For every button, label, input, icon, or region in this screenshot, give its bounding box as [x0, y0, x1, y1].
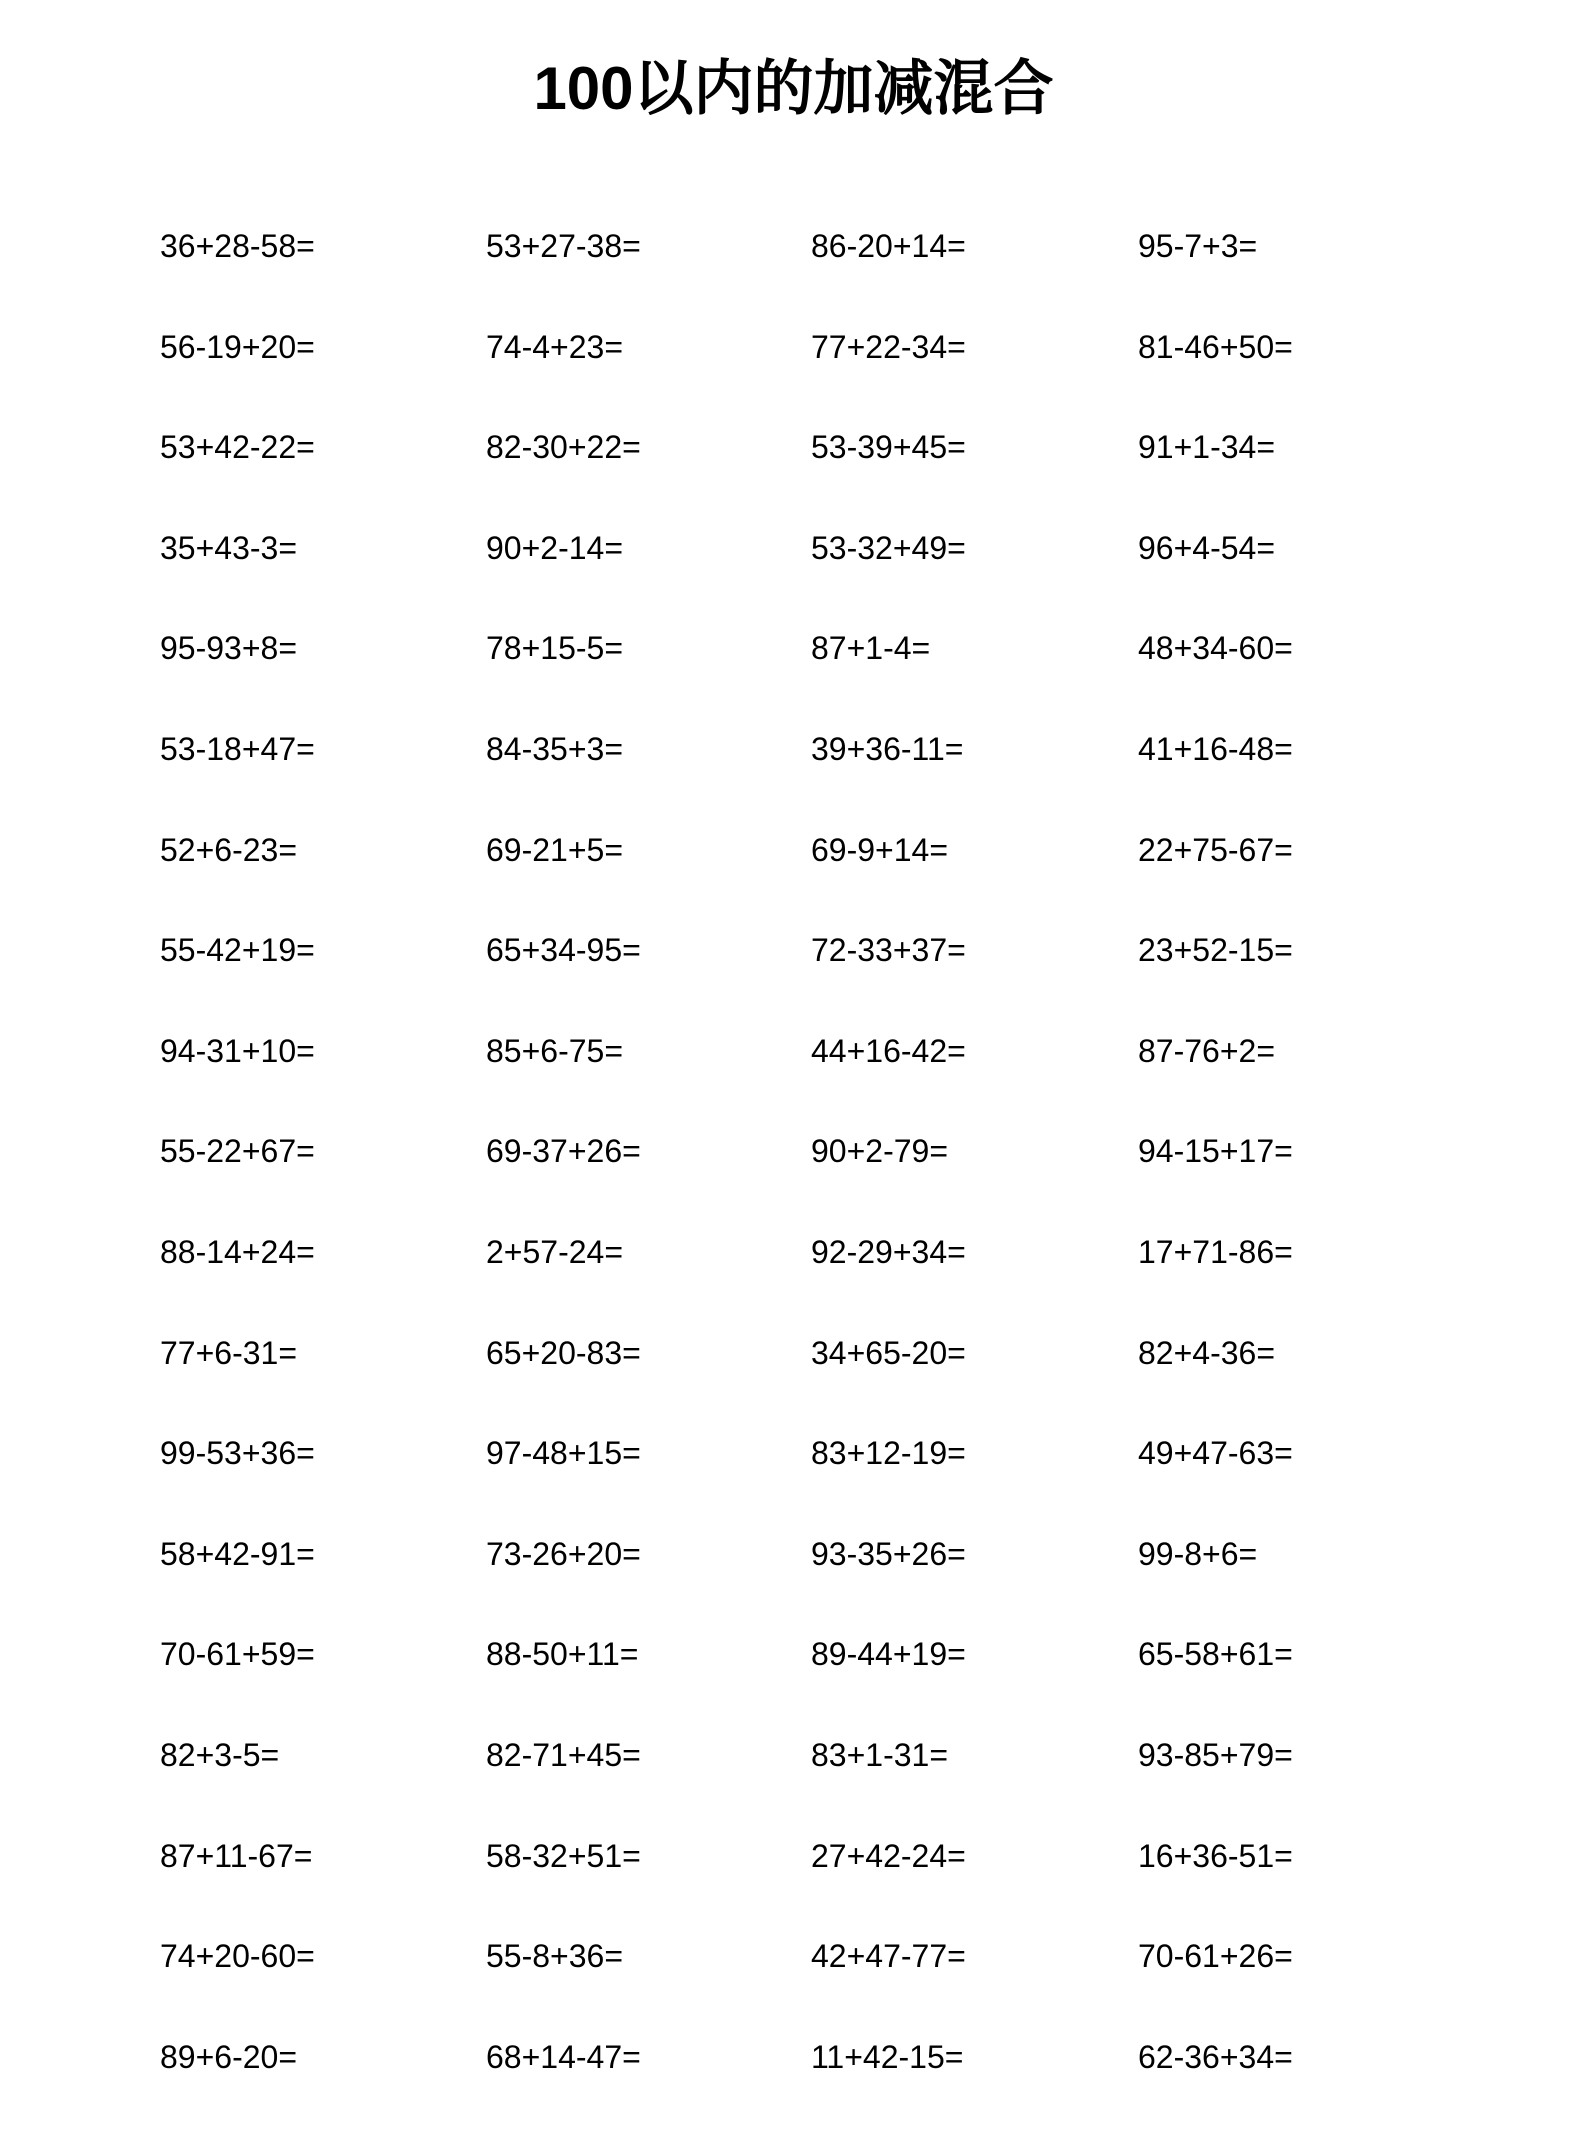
math-problem: 62-36+34=	[1138, 2038, 1293, 2075]
math-problem: 49+47-63=	[1138, 1435, 1293, 1472]
math-problem: 53+42-22=	[160, 429, 315, 466]
math-problem: 88-50+11=	[486, 1636, 639, 1673]
math-problem: 97-48+15=	[486, 1435, 641, 1472]
math-problem: 92-29+34=	[811, 1233, 966, 1270]
math-problem: 53+27-38=	[486, 228, 641, 264]
math-problem: 89-44+19=	[811, 1636, 966, 1673]
math-problem: 82+4-36=	[1138, 1334, 1276, 1371]
math-problem: 69-9+14=	[811, 831, 949, 868]
math-problem: 52+6-23=	[160, 831, 298, 868]
math-problem: 82-30+22=	[486, 429, 641, 466]
math-problem: 87+1-4=	[811, 630, 931, 667]
math-problem: 42+47-77=	[811, 1938, 966, 1975]
math-problem: 85+6-75=	[486, 1032, 624, 1069]
math-problem: 55-8+36=	[486, 1938, 624, 1975]
math-problem: 65-58+61=	[1138, 1636, 1293, 1673]
math-problem: 86-20+14=	[811, 228, 966, 264]
math-problem: 58-32+51=	[486, 1837, 641, 1874]
math-problem: 11+42-15=	[811, 2038, 964, 2075]
math-problem: 74+20-60=	[160, 1938, 315, 1975]
math-problem: 17+71-86=	[1138, 1233, 1293, 1270]
math-problem: 39+36-11=	[811, 730, 964, 767]
math-problem: 83+12-19=	[811, 1435, 966, 1472]
math-problem: 72-33+37=	[811, 932, 966, 969]
math-problem: 96+4-54=	[1138, 529, 1276, 566]
math-problem: 35+43-3=	[160, 529, 298, 566]
math-problem: 93-35+26=	[811, 1535, 966, 1572]
math-problem: 77+22-34=	[811, 328, 966, 365]
math-problem: 55-22+67=	[160, 1133, 315, 1170]
math-problem: 81-46+50=	[1138, 328, 1293, 365]
math-problem: 2+57-24=	[486, 1233, 624, 1270]
math-problem: 56-19+20=	[160, 328, 315, 365]
math-problem: 34+65-20=	[811, 1334, 966, 1371]
math-problem: 90+2-79=	[811, 1133, 949, 1170]
math-problem: 53-18+47=	[160, 730, 315, 767]
math-problem: 89+6-20=	[160, 2038, 298, 2075]
math-problem: 94-15+17=	[1138, 1133, 1293, 1170]
math-problem: 16+36-51=	[1138, 1837, 1293, 1874]
math-problem: 41+16-48=	[1138, 730, 1293, 767]
math-problem: 23+52-15=	[1138, 932, 1293, 969]
math-problem: 93-85+79=	[1138, 1736, 1293, 1773]
math-problem: 83+1-31=	[811, 1736, 949, 1773]
math-problem: 82-71+45=	[486, 1736, 641, 1773]
math-problem: 68+14-47=	[486, 2038, 641, 2075]
math-problem: 53-39+45=	[811, 429, 966, 466]
math-problem: 88-14+24=	[160, 1233, 315, 1270]
math-problem: 27+42-24=	[811, 1837, 966, 1874]
math-problem: 36+28-58=	[160, 228, 315, 264]
math-problem: 44+16-42=	[811, 1032, 966, 1069]
math-problem: 95-93+8=	[160, 630, 298, 667]
math-problem: 95-7+3=	[1138, 228, 1258, 264]
math-problem: 87-76+2=	[1138, 1032, 1276, 1069]
math-problem: 22+75-67=	[1138, 831, 1293, 868]
math-problem: 65+34-95=	[486, 932, 641, 969]
worksheet-title: 100以内的加减混合	[533, 55, 1054, 122]
math-problem: 53-32+49=	[811, 529, 966, 566]
math-problem: 65+20-83=	[486, 1334, 641, 1371]
math-problem: 55-42+19=	[160, 932, 315, 969]
math-problem: 84-35+3=	[486, 730, 624, 767]
math-problem: 87+11-67=	[160, 1837, 313, 1874]
math-problem: 99-53+36=	[160, 1435, 315, 1472]
math-problem: 74-4+23=	[486, 328, 624, 365]
math-problem: 78+15-5=	[486, 630, 624, 667]
math-problem: 69-21+5=	[486, 831, 624, 868]
math-problem: 58+42-91=	[160, 1535, 315, 1572]
math-problem: 70-61+26=	[1138, 1938, 1293, 1975]
math-problem: 82+3-5=	[160, 1736, 280, 1773]
math-problem: 69-37+26=	[486, 1133, 641, 1170]
math-problem: 90+2-14=	[486, 529, 624, 566]
math-problem: 48+34-60=	[1138, 630, 1293, 667]
problem-grid	[160, 226, 1438, 2137]
math-problem: 70-61+59=	[160, 1636, 315, 1673]
math-problem: 73-26+20=	[486, 1535, 641, 1572]
math-problem: 91+1-34=	[1138, 429, 1276, 466]
math-problem: 94-31+10=	[160, 1032, 315, 1069]
math-problem: 77+6-31=	[160, 1334, 298, 1371]
math-problem: 99-8+6=	[1138, 1535, 1258, 1572]
